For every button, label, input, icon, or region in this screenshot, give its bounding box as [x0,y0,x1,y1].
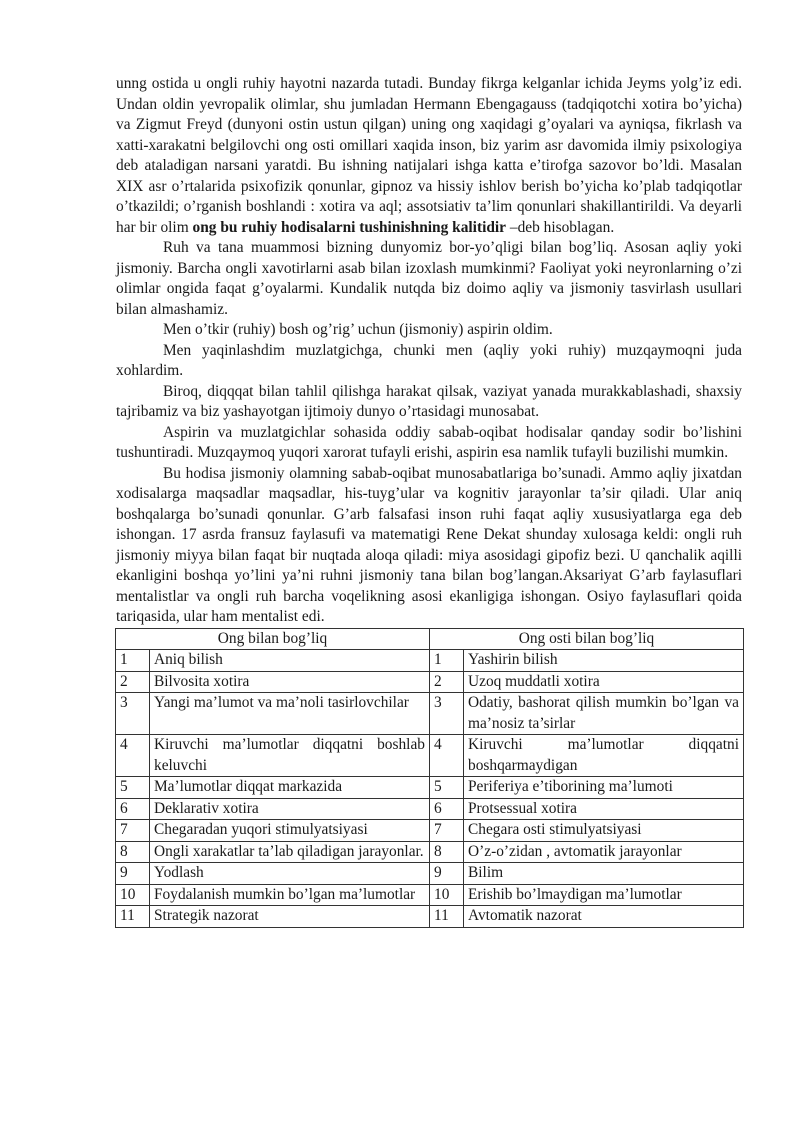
header-conscious: Ong bilan bog’liq [116,628,430,650]
cell-subconscious: Bilim [464,863,744,885]
cell-subconscious: O’z-o’zidan , avtomatik jarayonlar [464,841,744,863]
row-number-left: 4 [116,735,150,777]
table-body [116,650,744,928]
cell-conscious: Bilvosita xotira [150,671,430,693]
paragraph-6: Aspirin va muzlatgichlar sohasida oddiy sabab-oqibat hodisalar qanday sodir bo’lishini tushuntiradi. Muzqaymoq yuqori xarorat tufayli erishi, aspirin esa namlik tufayli buzilishi mumkin. [116,423,742,461]
paragraph-1-bold: ong bu ruhiy hodisalarni tushinishning kalitidir [192,218,507,236]
row-number-left: 11 [116,906,150,928]
table-row [116,650,744,672]
row-number-right: 5 [430,777,464,799]
paragraph-2: Ruh va tana muammosi bizning dunyomiz bor-yo’qligi bilan bog’liq. Asosan aqliy yoki jismoniy. Barcha ongli xavotirlarni asab bilan izoxlash mumkinmi? Faoliyat yoki neyronlarning o’zi olimlar ongida faqat g’oyalarmi. Kundalik nutqda biz doimo aqliy va jismoniy tasvirlash usullari bilan almashamiz. [116,239,742,318]
cell-conscious: Yangi ma’lumot va ma’noli tasirlovchilar [150,693,430,735]
cell-conscious: Strategik nazorat [150,906,430,928]
paragraph-7: Bu hodisa jismoniy olamning sabab-oqibat munosabatlariga bo’sunadi. Ammo aqliy jixatdan xodisalarga maqsadlar maqsadlar, his-tuyg’ular va kognitiv jarayonlar ta’sir qiladi. Ular aniq boshqalarga bo’sunadi qonunlar. G’arb falsafasi inson ruhi faqat aqliy xususiyatlarga ega deb ishongan. 17 asrda fransuz faylasufi va matematigi Rene Dekat shunday xulosaga keldi: ongli ruh jismoniy miyya bilan faqat bir nuqtada aloqa qiladi: miya asosidagi gipofiz bezi. U qanchalik aqilli ekanligini boshqa yo’lini ya’ni ruhni jismoniy tana bilan bog’langan.Aksariyat G’arb faylasuflari mentalistlar va ongli ruh barcha voqelikning asosi ekanligiga ishongan. Osiyo faylasuflari qoida tariqasida, ular ham mentalist edi. [116,464,742,625]
table-row [116,777,744,799]
row-number-right: 10 [430,884,464,906]
table-row [116,841,744,863]
comparison-table [115,628,744,928]
row-number-right: 8 [430,841,464,863]
table-header-row [116,628,744,650]
table-row [116,735,744,777]
row-number-right: 1 [430,650,464,672]
cell-conscious: Ma’lumotlar diqqat markazida [150,777,430,799]
table-row [116,820,744,842]
table-row [116,863,744,885]
table-row [116,906,744,928]
row-number-right: 6 [430,798,464,820]
paragraph-1 [116,74,742,238]
row-number-left: 9 [116,863,150,885]
header-subconscious: Ong osti bilan bog’liq [430,628,744,650]
document-page [116,74,742,928]
cell-subconscious: Uzoq muddatli xotira [464,671,744,693]
row-number-left: 2 [116,671,150,693]
row-number-left: 3 [116,693,150,735]
paragraph-1-text: unng ostida u ongli ruhiy hayotni nazarda tutadi. Bunday fikrga kelganlar ichida Jeyms yolg’iz edi. Undan oldin yevropalik olimlar, shu jumladan Hermann Ebengagauss (tadqiqotchi xotira bo’yicha) va Zigmut Freyd (dunyoni ostin ustun qilgan) uning ong xaqidagi g’oyalari va ayniqsa, fikrlash va xatti-xarakatni belgilovchi ong osti omillari xaqida inson, biz yarim asr davomida ilmiy psixologiya deb ataladigan narsani yaratdi. Bu ishning natijalari ishga katta e’tirofga sazovor bo’ldi. Masalan XIX asr o’rtalarida psixofizik qonunlar, gipnoz va hissiy ishlov berish bo’yicha ko’plab tadqiqotlar o’tkazildi; o’rganish boshlandi : xotira va aql; assotsiativ ta’lim qonunlari shakillantirildi. Va deyarli har bir olim [116,75,742,236]
cell-subconscious: Chegara osti stimulyatsiyasi [464,820,744,842]
row-number-right: 2 [430,671,464,693]
row-number-left: 1 [116,650,150,672]
cell-subconscious: Avtomatik nazorat [464,906,744,928]
row-number-right: 9 [430,863,464,885]
table-row [116,671,744,693]
row-number-right: 11 [430,906,464,928]
cell-conscious: Chegaradan yuqori stimulyatsiyasi [150,820,430,842]
row-number-left: 10 [116,884,150,906]
table-row [116,798,744,820]
paragraph-1-end: –deb hisoblagan. [506,218,615,236]
table-row [116,884,744,906]
cell-conscious: Aniq bilish [150,650,430,672]
cell-conscious: Yodlash [150,863,430,885]
cell-subconscious: Erishib bo’lmaydigan ma’lumotlar [464,884,744,906]
row-number-left: 5 [116,777,150,799]
cell-subconscious: Yashirin bilish [464,650,744,672]
paragraph-4: Men yaqinlashdim muzlatgichga, chunki men (aqliy yoki ruhiy) muzqaymoqni juda xohlardim. [116,341,742,379]
cell-conscious: Foydalanish mumkin bo’lgan ma’lumotlar [150,884,430,906]
row-number-left: 8 [116,841,150,863]
paragraph-5: Biroq, diqqqat bilan tahlil qilishga harakat qilsak, vaziyat yanada murakkablashadi, shaxsiy tajribamiz va biz yashayotgan ijtimoiy dunyo o’rtasidagi munosabat. [116,382,742,420]
row-number-right: 3 [430,693,464,735]
cell-subconscious: Kiruvchi ma’lumotlar diqqatni boshqarmaydigan [464,735,744,777]
cell-conscious: Kiruvchi ma’lumotlar diqqatni boshlab keluvchi [150,735,430,777]
cell-subconscious: Periferiya e’tiborining ma’lumoti [464,777,744,799]
cell-subconscious: Odatiy, bashorat qilish mumkin bo’lgan va ma’nosiz ta’sirlar [464,693,744,735]
row-number-left: 6 [116,798,150,820]
paragraph-3: Men o’tkir (ruhiy) bosh og’rig’ uchun (jismoniy) aspirin oldim. [163,321,553,338]
row-number-right: 4 [430,735,464,777]
row-number-right: 7 [430,820,464,842]
cell-subconscious: Protsessual xotira [464,798,744,820]
cell-conscious: Ongli xarakatlar ta’lab qiladigan jarayonlar. [150,841,430,863]
row-number-left: 7 [116,820,150,842]
cell-conscious: Deklarativ xotira [150,798,430,820]
table-row [116,693,744,735]
